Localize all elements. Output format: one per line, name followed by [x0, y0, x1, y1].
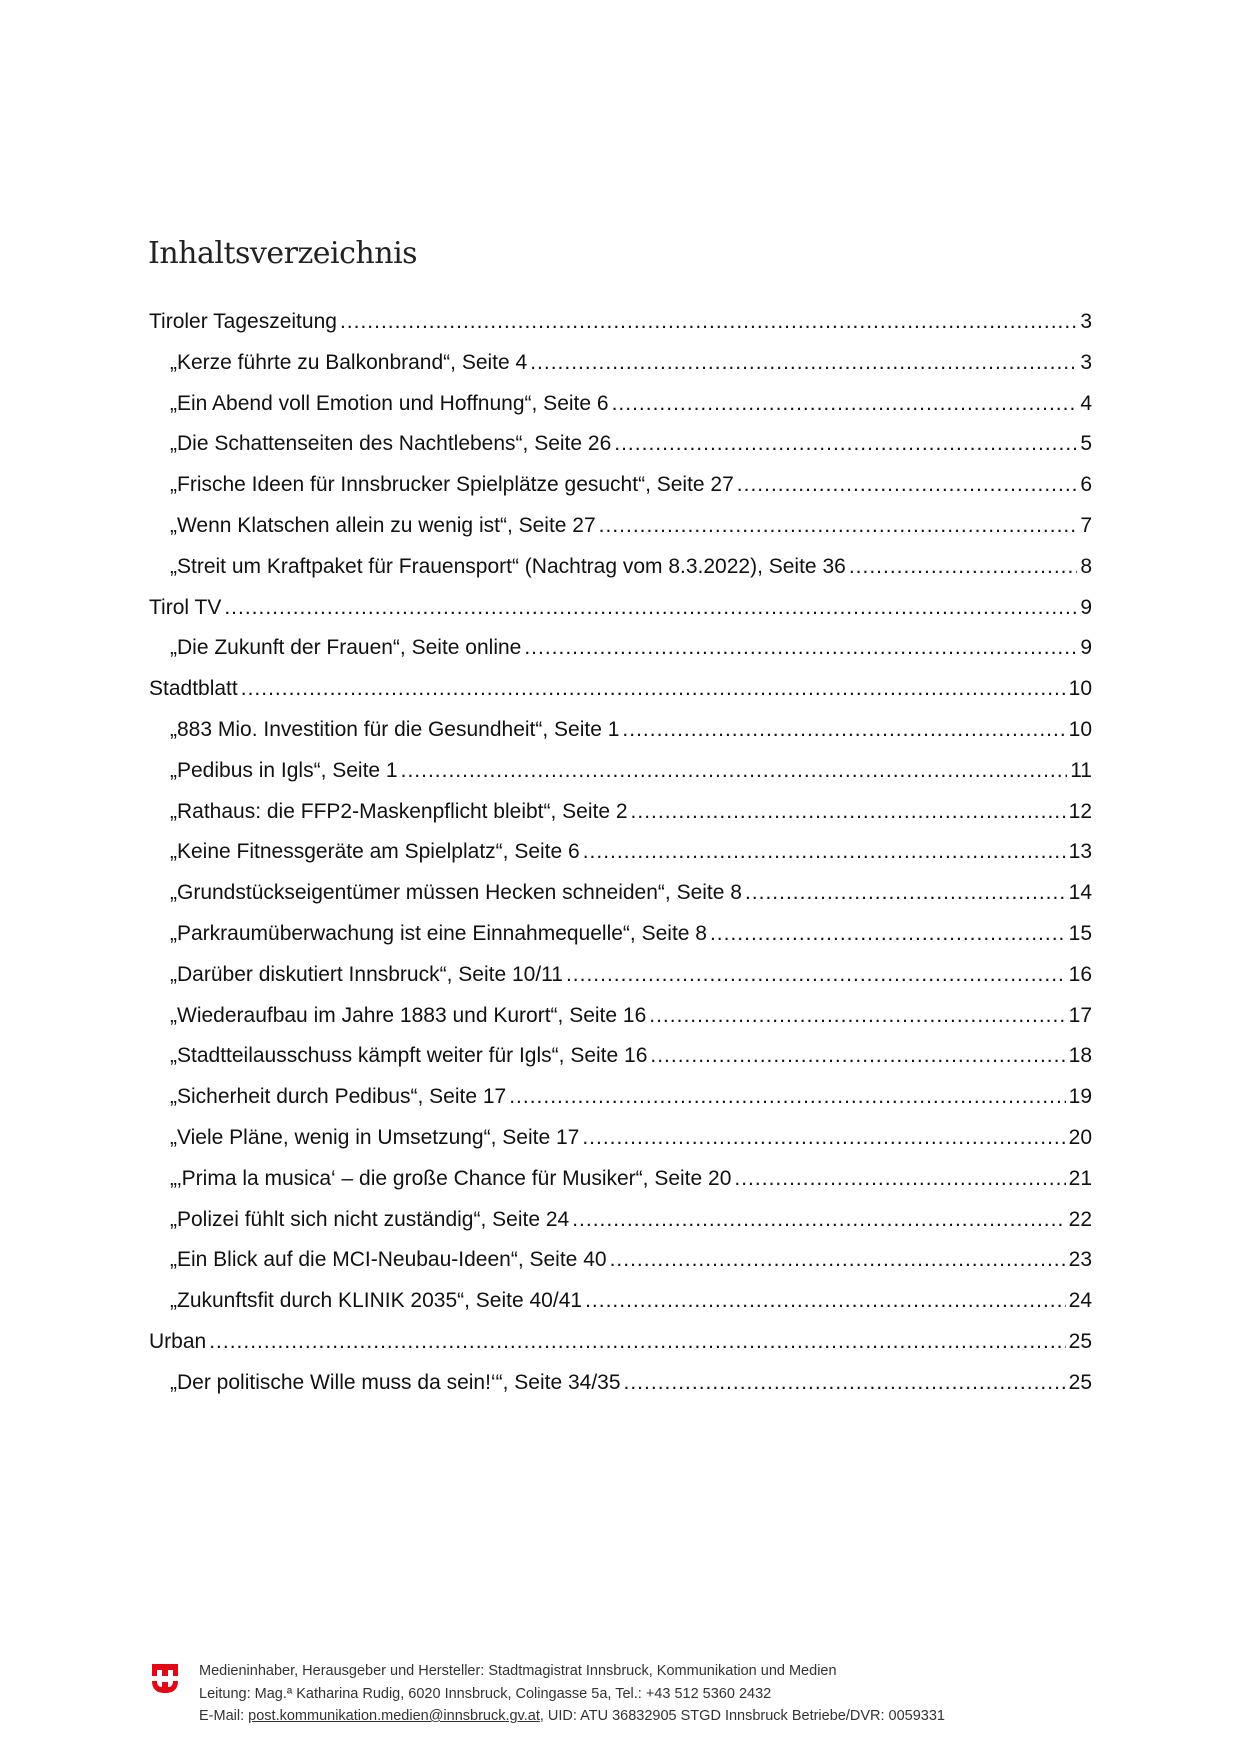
toc-article-entry[interactable]: [149, 1122, 1092, 1163]
toc-entry-title: „Frische Ideen für Innsbrucker Spielplätze gesucht“, Seite 27: [170, 473, 734, 497]
toc-article-entry[interactable]: [149, 1204, 1092, 1245]
toc-leader-dots: [624, 1367, 1066, 1399]
toc-article-entry[interactable]: [149, 347, 1092, 388]
toc-leader-dots: [734, 1163, 1065, 1195]
toc-leader-dots: [710, 918, 1066, 950]
toc-entry-title: Tirol TV: [149, 595, 222, 619]
toc-entry-title: „Polizei fühlt sich nicht zuständig“, Seite 24: [170, 1207, 570, 1231]
toc-entry-title: Stadtblatt: [149, 677, 238, 701]
toc-leader-dots: [524, 632, 1077, 664]
footer: [150, 1660, 945, 1728]
toc-leader-dots: [612, 388, 1078, 420]
toc-article-entry[interactable]: [149, 428, 1092, 469]
toc-entry-title: „Die Schattenseiten des Nachtlebens“, Seite 26: [170, 432, 612, 456]
toc-page-number: 16: [1068, 962, 1092, 986]
footer-uid: , UID: ATU 36832905 STGD Innsbruck Betriebe/DVR: 0059331: [539, 1708, 945, 1724]
toc-article-entry[interactable]: [149, 1040, 1092, 1081]
toc-leader-dots: [224, 592, 1077, 624]
toc-leader-dots: [585, 1285, 1066, 1317]
toc-leader-dots: [631, 796, 1066, 828]
footer-email-line: [199, 1705, 945, 1728]
toc-entry-title: „Kerze führte zu Balkonbrand“, Seite 4: [170, 350, 528, 374]
toc-leader-dots: [745, 877, 1066, 909]
toc-page-number: 15: [1068, 921, 1092, 945]
toc-entry-title: „Ein Blick auf die MCI-Neubau-Ideen“, Seite 40: [170, 1248, 607, 1272]
toc-leader-dots: [530, 347, 1077, 379]
toc-leader-dots: [509, 1081, 1065, 1113]
toc-article-entry[interactable]: [149, 551, 1092, 592]
toc-entry-title: „Grundstückseigentümer müssen Hecken schneiden“, Seite 8: [170, 881, 742, 905]
toc-article-entry[interactable]: [149, 1163, 1092, 1204]
toc-page-number: 6: [1080, 473, 1092, 497]
toc-article-entry[interactable]: [149, 1244, 1092, 1285]
toc-leader-dots: [610, 1244, 1066, 1276]
toc-page-number: 17: [1068, 1003, 1092, 1027]
toc-article-entry[interactable]: [149, 388, 1092, 429]
toc-entry-title: Urban: [149, 1329, 207, 1353]
toc-entry-title: „Sicherheit durch Pedibus“, Seite 17: [170, 1085, 507, 1109]
toc-entry-title: „‚Prima la musica‘ – die große Chance für Musiker“, Seite 20: [170, 1166, 732, 1190]
toc-entry-title: Tiroler Tageszeitung: [149, 310, 337, 333]
footer-publisher: Medieninhaber, Herausgeber und Hersteller: Stadtmagistrat Innsbruck, Kommunikation und Medien: [199, 1663, 837, 1679]
toc-entry-title: „Darüber diskutiert Innsbruck“, Seite 10/11: [170, 962, 563, 986]
toc-page-number: 24: [1068, 1289, 1092, 1313]
toc-entry-title: „Wenn Klatschen allein zu wenig ist“, Seite 27: [170, 513, 596, 537]
toc-page-number: 23: [1068, 1248, 1092, 1272]
toc-article-entry[interactable]: [149, 1000, 1092, 1041]
toc-page-number: 12: [1068, 799, 1092, 823]
email-label: E-Mail:: [199, 1708, 249, 1724]
toc-page-number: 11: [1070, 758, 1092, 782]
toc-entry-title: „Zukunftsfit durch KLINIK 2035“, Seite 40/41: [170, 1289, 583, 1313]
toc-article-entry[interactable]: [149, 836, 1092, 877]
toc-page-number: 18: [1068, 1044, 1092, 1068]
toc-entry-title: „883 Mio. Investition für die Gesundheit“, Seite 1: [170, 717, 620, 741]
toc-page-number: 10: [1068, 717, 1092, 741]
toc-article-entry[interactable]: [149, 959, 1092, 1000]
toc-leader-dots: [849, 551, 1078, 583]
innsbruck-logo-icon: [150, 1660, 180, 1700]
toc-section-entry[interactable]: [149, 306, 1092, 347]
toc-leader-dots: [650, 1040, 1065, 1072]
toc-page-number: 9: [1080, 636, 1092, 660]
toc-entry-title: „Wiederaufbau im Jahre 1883 und Kurort“, Seite 16: [170, 1003, 647, 1027]
footer-contact: Leitung: Mag.ª Katharina Rudig, 6020 Innsbruck, Colingasse 5a, Tel.: +43 512 5360 2432: [199, 1685, 772, 1702]
toc-article-entry[interactable]: [149, 714, 1092, 755]
toc-page-number: 7: [1080, 513, 1092, 537]
toc-entry-title: „Viele Pläne, wenig in Umsetzung“, Seite 17: [170, 1125, 580, 1149]
toc-page-number: 5: [1080, 432, 1092, 456]
toc-leader-dots: [599, 510, 1078, 542]
toc-leader-dots: [649, 1000, 1065, 1032]
toc-leader-dots: [582, 1122, 1065, 1154]
toc-page-number: 22: [1068, 1207, 1092, 1231]
toc-article-entry[interactable]: [149, 632, 1092, 673]
toc-page-number: 21: [1068, 1166, 1092, 1190]
toc-leader-dots: [737, 469, 1078, 501]
toc-article-entry[interactable]: [149, 918, 1092, 959]
toc-page-number: 20: [1068, 1125, 1092, 1149]
toc-leader-dots: [401, 755, 1068, 787]
toc-entry-title: „Pedibus in Igls“, Seite 1: [170, 758, 398, 782]
toc-entry-title: „Ein Abend voll Emotion und Hoffnung“, Seite 6: [170, 391, 609, 415]
toc-article-entry[interactable]: [149, 755, 1092, 796]
toc-page-number: 8: [1080, 554, 1092, 578]
toc-entry-title: „Streit um Kraftpaket für Frauensport“ (Nachtrag vom 8.3.2022), Seite 36: [170, 554, 846, 578]
toc-article-entry[interactable]: [149, 1081, 1092, 1122]
toc-article-entry[interactable]: [149, 877, 1092, 918]
toc-entry-title: „Keine Fitnessgeräte am Spielplatz“, Seite 6: [170, 840, 580, 864]
toc-page-number: 13: [1068, 840, 1092, 864]
toc-page-number: 3: [1080, 310, 1092, 333]
toc-leader-dots: [209, 1326, 1065, 1358]
toc-page-number: 19: [1068, 1085, 1092, 1109]
toc-leader-dots: [572, 1204, 1065, 1236]
toc-leader-dots: [241, 673, 1066, 705]
toc-page-number: 25: [1068, 1370, 1092, 1394]
page-title: Inhaltsverzeichnis: [148, 236, 418, 271]
toc-entry-title: „Stadtteilausschuss kämpft weiter für Igls“, Seite 16: [170, 1044, 648, 1068]
toc-article-entry[interactable]: [149, 1367, 1092, 1408]
toc-section-entry[interactable]: [149, 1326, 1092, 1367]
toc-leader-dots: [622, 714, 1065, 746]
toc-section-entry[interactable]: [149, 673, 1092, 714]
toc-entry-title: „Die Zukunft der Frauen“, Seite online: [170, 636, 522, 660]
toc-entry-title: „Der politische Wille muss da sein!‘“, Seite 34/35: [170, 1370, 621, 1394]
toc-article-entry[interactable]: [149, 796, 1092, 837]
toc-page-number: 14: [1068, 881, 1092, 905]
toc-entry-title: „Parkraumüberwachung ist eine Einnahmequelle“, Seite 8: [170, 921, 707, 945]
toc-leader-dots: [583, 836, 1066, 868]
toc-page-number: 9: [1080, 595, 1092, 619]
toc-article-entry[interactable]: [149, 510, 1092, 551]
toc-article-entry[interactable]: [149, 1285, 1092, 1326]
toc-page-number: 4: [1080, 391, 1092, 415]
toc-leader-dots: [614, 428, 1077, 460]
toc-leader-dots: [340, 306, 1077, 338]
toc-entry-title: „Rathaus: die FFP2-Maskenpflicht bleibt“, Seite 2: [170, 799, 628, 823]
toc-article-entry[interactable]: [149, 469, 1092, 510]
toc-page-number: 10: [1068, 677, 1092, 701]
table-of-contents: [149, 306, 1092, 1408]
email-link[interactable]: post.kommunikation.medien@innsbruck.gv.at: [248, 1708, 540, 1724]
toc-leader-dots: [566, 959, 1066, 991]
toc-page-number: 3: [1080, 350, 1092, 374]
toc-page-number: 25: [1068, 1329, 1092, 1353]
toc-section-entry[interactable]: [149, 592, 1092, 633]
